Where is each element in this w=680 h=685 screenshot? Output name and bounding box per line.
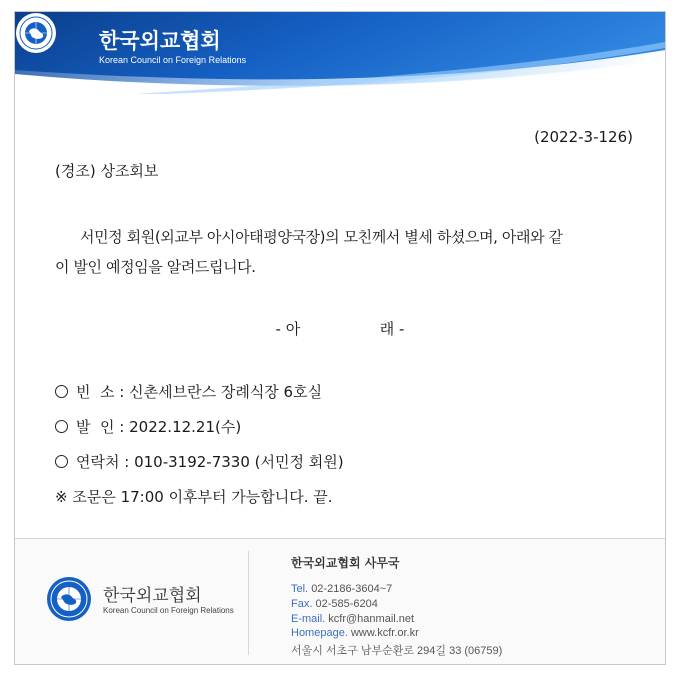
circle-bullet-icon [55,385,68,398]
org-name-kr: 한국외교협회 [99,29,221,53]
notice-card [14,11,666,665]
paragraph-line-1: 서민정 회원(외교부 아시아태평양국장)의 모친께서 별세 하셨으며, 아래와 같 [80,228,563,246]
notice-section-title [55,318,625,339]
tel-line: Tel. 02-2186-3604~7 [291,583,393,595]
homepage-line: Homepage. www.kcfr.or.kr [291,627,419,639]
notice-title-left: - 아 [275,320,301,338]
document-number: (2022-3-126) [534,128,633,146]
paragraph-line-2: 이 발인 예정임을 알려드립니다. [55,258,256,276]
circle-bullet-icon [55,420,68,433]
remark-line: ※ 조문은 17:00 이후부터 가능합니다. 끝. [55,488,333,506]
list-item: 빈 소 : 신촌세브란스 장례식장 6호실 [55,381,322,402]
globe-emblem-icon [15,12,57,54]
office-title: 한국외교협회 사무국 [291,556,400,570]
notice-heading: (경조) 상조회보 [55,162,159,180]
notice-title-right: 래 - [379,320,405,338]
item-label: 빈 소 [76,383,115,401]
email-link[interactable]: kcfr@hanmail.net [328,613,415,625]
item-value: 010-3192-7330 (서민정 회원) [134,453,344,471]
footer-org-name-kr: 한국외교협회 [103,586,202,606]
email-line: E-mail. kcfr@hanmail.net [291,613,415,625]
address-line: 서울시 서초구 남부순환로 294길 33 (06759) [291,645,503,657]
footer-divider [248,551,249,655]
footer-org-name-en: Korean Council on Foreign Relations [103,606,234,615]
item-label: 연락처 [76,453,120,471]
header-banner [15,12,665,94]
footer [15,538,665,665]
list-item: 연락처 : 010-3192-7330 (서민정 회원) [55,451,344,472]
list-item: 발 인 : 2022.12.21(수) [55,416,241,437]
item-value: 신촌세브란스 장례식장 6호실 [129,383,323,401]
item-value: 2022.12.21(수) [129,418,242,436]
fax-line: Fax. 02-585-6204 [291,598,378,610]
org-name-en: Korean Council on Foreign Relations [99,55,247,65]
item-label: 발 인 [76,418,115,436]
circle-bullet-icon [55,455,68,468]
globe-emblem-icon [46,576,92,622]
homepage-link[interactable]: www.kcfr.or.kr [350,627,419,639]
